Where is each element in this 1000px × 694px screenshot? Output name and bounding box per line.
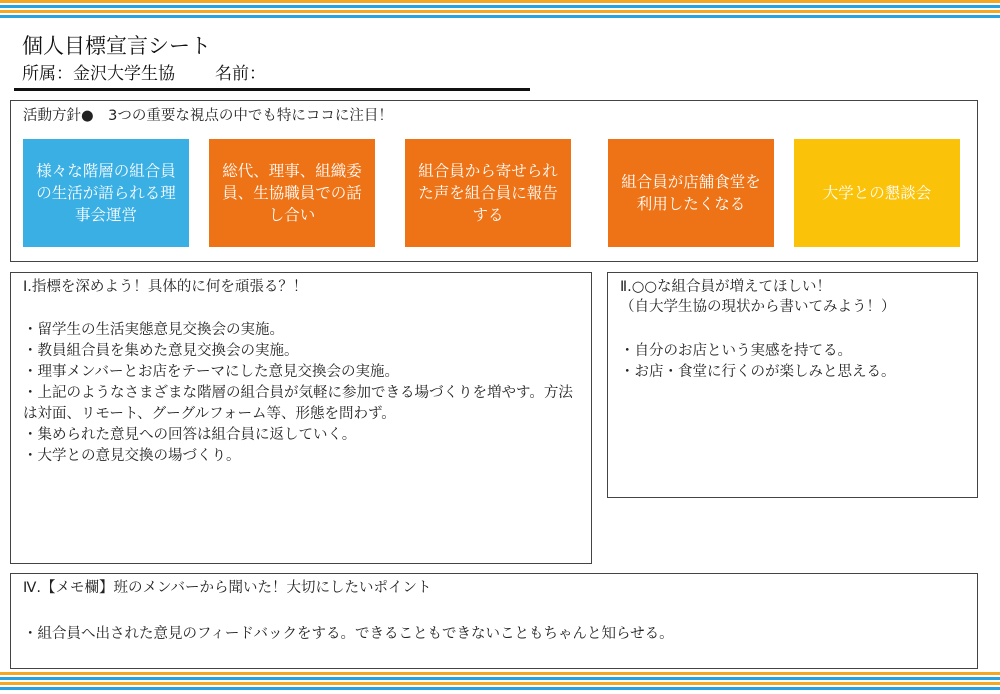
policy-card-label: 組合員が店舗食堂を利用したくなる: [621, 173, 761, 213]
policy-box: [10, 100, 978, 262]
policy-card-3: [405, 139, 571, 247]
sheet-title: 個人目標宣言シート: [22, 34, 211, 58]
policy-card-4: [608, 139, 774, 247]
section-2-heading: Ⅱ.○○な組合員が増えてほしい！: [620, 279, 832, 295]
affiliation-label: 所属：金沢大学生協: [22, 64, 175, 84]
list-item: ・自分のお店という実感を持てる。: [620, 343, 852, 359]
policy-card-label: 組合員から寄せられた声を組合員に報告する: [418, 162, 558, 224]
section-2-heading-group: [620, 277, 896, 317]
list-item: ・留学生の生活実態意見交換会の実施。: [23, 322, 284, 338]
list-item: ・組合員へ出された意見のフィードバックをする。できることもできないこともちゃんと知らせる。: [23, 626, 674, 642]
stripe: [0, 677, 1000, 680]
list-item: ・集められた意見への回答は組合員に返していく。: [23, 427, 357, 443]
policy-card-label: 様々な階層の組合員の生活が語られる理事会運営: [36, 162, 176, 224]
stripe: [0, 5, 1000, 8]
list-item: ・理事メンバーとお店をテーマにした意見交換会の実施。: [23, 364, 399, 380]
section-1-box: [10, 272, 592, 564]
stripe: [0, 682, 1000, 685]
section-2-list: [620, 341, 970, 383]
stripe: [0, 672, 1000, 675]
section-1-heading: Ⅰ.指標を深めよう！具体的に何を頑張る？！: [23, 279, 308, 295]
policy-heading: 活動方針● 3つの重要な視点の中でも特にココに注目！: [23, 108, 393, 124]
memo-box: [10, 573, 978, 669]
list-item: ・お店・食堂に行くのが楽しみと思える。: [620, 364, 896, 380]
policy-card-label: 総代、理事、組織委員、生協職員での話し合い: [222, 162, 362, 224]
list-item: ・大学との意見交換の場づくり。: [23, 448, 241, 464]
section-2-box: [607, 272, 978, 498]
memo-heading: Ⅳ.【メモ欄】班のメンバーから聞いた！大切にしたいポイント: [23, 580, 432, 596]
title-underline: [14, 88, 530, 91]
bottom-stripe-decoration: [0, 672, 1000, 694]
policy-card-label: 大学との懇談会: [822, 184, 932, 202]
section-2-subheading: （自大学生協の現状から書いてみよう！）: [620, 299, 896, 315]
policy-card-1: [23, 139, 189, 247]
stripe: [0, 10, 1000, 13]
stripe: [0, 15, 1000, 18]
policy-card-2: [209, 139, 375, 247]
memo-list: [23, 624, 963, 645]
stripe: [0, 0, 1000, 3]
list-item: ・上記のようなさまざまな階層の組合員が気軽に参加できる場づくりを増やす。方法は対面、リモート、グーグルフォーム等、形態を問わず。: [23, 385, 573, 422]
list-item: ・教員組合員を集めた意見交換会の実施。: [23, 343, 299, 359]
top-stripe-decoration: [0, 0, 1000, 22]
name-label: 名前：: [215, 64, 266, 84]
section-1-list: [23, 320, 583, 467]
affiliation-line: [22, 59, 266, 84]
stripe: [0, 687, 1000, 690]
policy-card-5: [794, 139, 960, 247]
